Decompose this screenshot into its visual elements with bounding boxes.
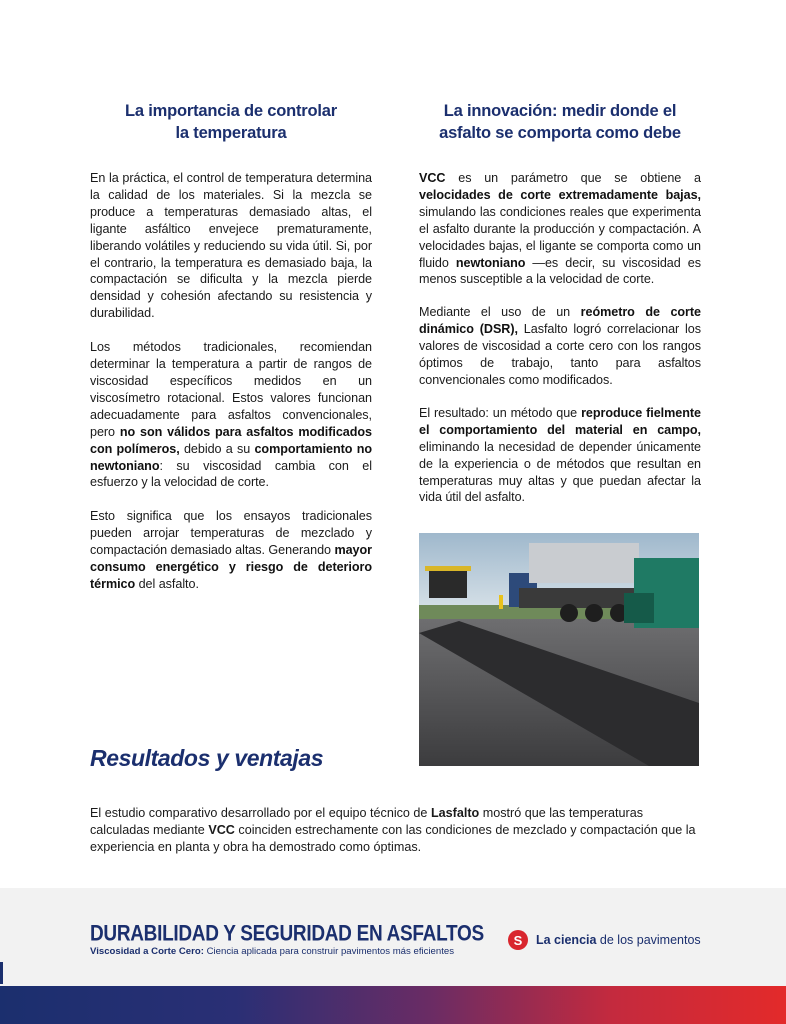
footer-title: DURABILIDAD Y SEGURIDAD EN ASFALTOS: [90, 922, 484, 947]
right-column: [419, 100, 701, 522]
truck-wheel: [585, 604, 603, 622]
brand-tagline: La ciencia de los pavimentos: [536, 933, 701, 947]
footer-subtitle: Viscosidad a Corte Cero: Ciencia aplicada para construir pavimentos más eficientes: [90, 946, 455, 957]
left-column-title: La importancia de controlar la temperatura: [125, 102, 337, 142]
brand-logo-icon: S: [508, 930, 528, 950]
bottom-gradient-band: [0, 986, 786, 1024]
right-paragraph-3: El resultado: un método que reproduce fielmente el comportamiento del material en campo, eliminando la necesidad de depender únicamente de la experiencia o de métodos que resultan en temperaturas muy altas y que puedan afectar la vida útil del asfalto.: [419, 405, 701, 505]
truck-wheel: [560, 604, 578, 622]
small-paver-roof: [425, 566, 471, 571]
small-paver: [429, 568, 467, 598]
left-paragraph-1: En la práctica, el control de temperatura determina la calidad de los materiales. Si la mezcla se produce a temperaturas demasiado altas, el ligante asfáltico envejece prematuramente, liberando volátiles y reduciendo su vida útil. Si, por el contrario, la temperatura es demasiado baja, la compactación se dificulta y la mezcla pierde densidad y cohesión afectando su resistencia y durabilidad.: [90, 171, 372, 321]
left-accent-mark: [0, 962, 3, 984]
brand: [508, 930, 701, 950]
results-paragraph: El estudio comparativo desarrollado por el equipo técnico de Lasfalto mostró que las temperaturas calculadas mediante VCC coinciden estrechamente con las condiciones de mezclado y compactación que la experiencia en planta y obra ha demostrado como óptimas.: [90, 806, 696, 854]
paver-hopper: [624, 593, 654, 623]
left-paragraph-3: Esto significa que los ensayos tradicionales pueden arrojar temperaturas de mezclado y compactación demasiado altas. Generando mayor consumo energético y riesgo de deterioro térmico del asfalto.: [90, 509, 372, 591]
right-paragraph-2: Mediante el uso de un reómetro de corte dinámico (DSR), Lasfalto logró correlacionar los valores de viscosidad a corte cero con los rangos óptimos de trabajo, tanto para asfaltos convencionales como modificados.: [419, 305, 701, 387]
right-column-title: La innovación: medir donde el asfalto se comporta como debe: [439, 102, 681, 142]
left-paragraph-2: Los métodos tradicionales, recomiendan determinar la temperatura a partir de rangos de viscosidad específicos medidos en un viscosímetro rotacional. Estos valores funcionan adecuadamente para asfaltos convencionales, pero no son válidos para asfaltos modificados con polímeros, debido a su comportamiento no newtoniano: su viscosidad cambia con el esfuerzo y la velocidad de corte.: [90, 340, 372, 490]
asphalt-paving-photo: [419, 533, 699, 766]
right-paragraph-1: VCC es un parámetro que se obtiene a velocidades de corte extremadamente bajas, simulando las condiciones reales que experimenta el asfalto durante la producción y compactación. A velocidades bajas, el ligante se comporta como un fluido newtoniano —es decir, su viscosidad es menos susceptible a la velocidad de corte.: [419, 171, 701, 287]
results-heading: Resultados y ventajas: [90, 745, 324, 771]
left-column: [90, 100, 372, 610]
dump-truck-body: [529, 543, 639, 583]
paving-illustration: [419, 533, 699, 766]
worker: [499, 595, 503, 609]
